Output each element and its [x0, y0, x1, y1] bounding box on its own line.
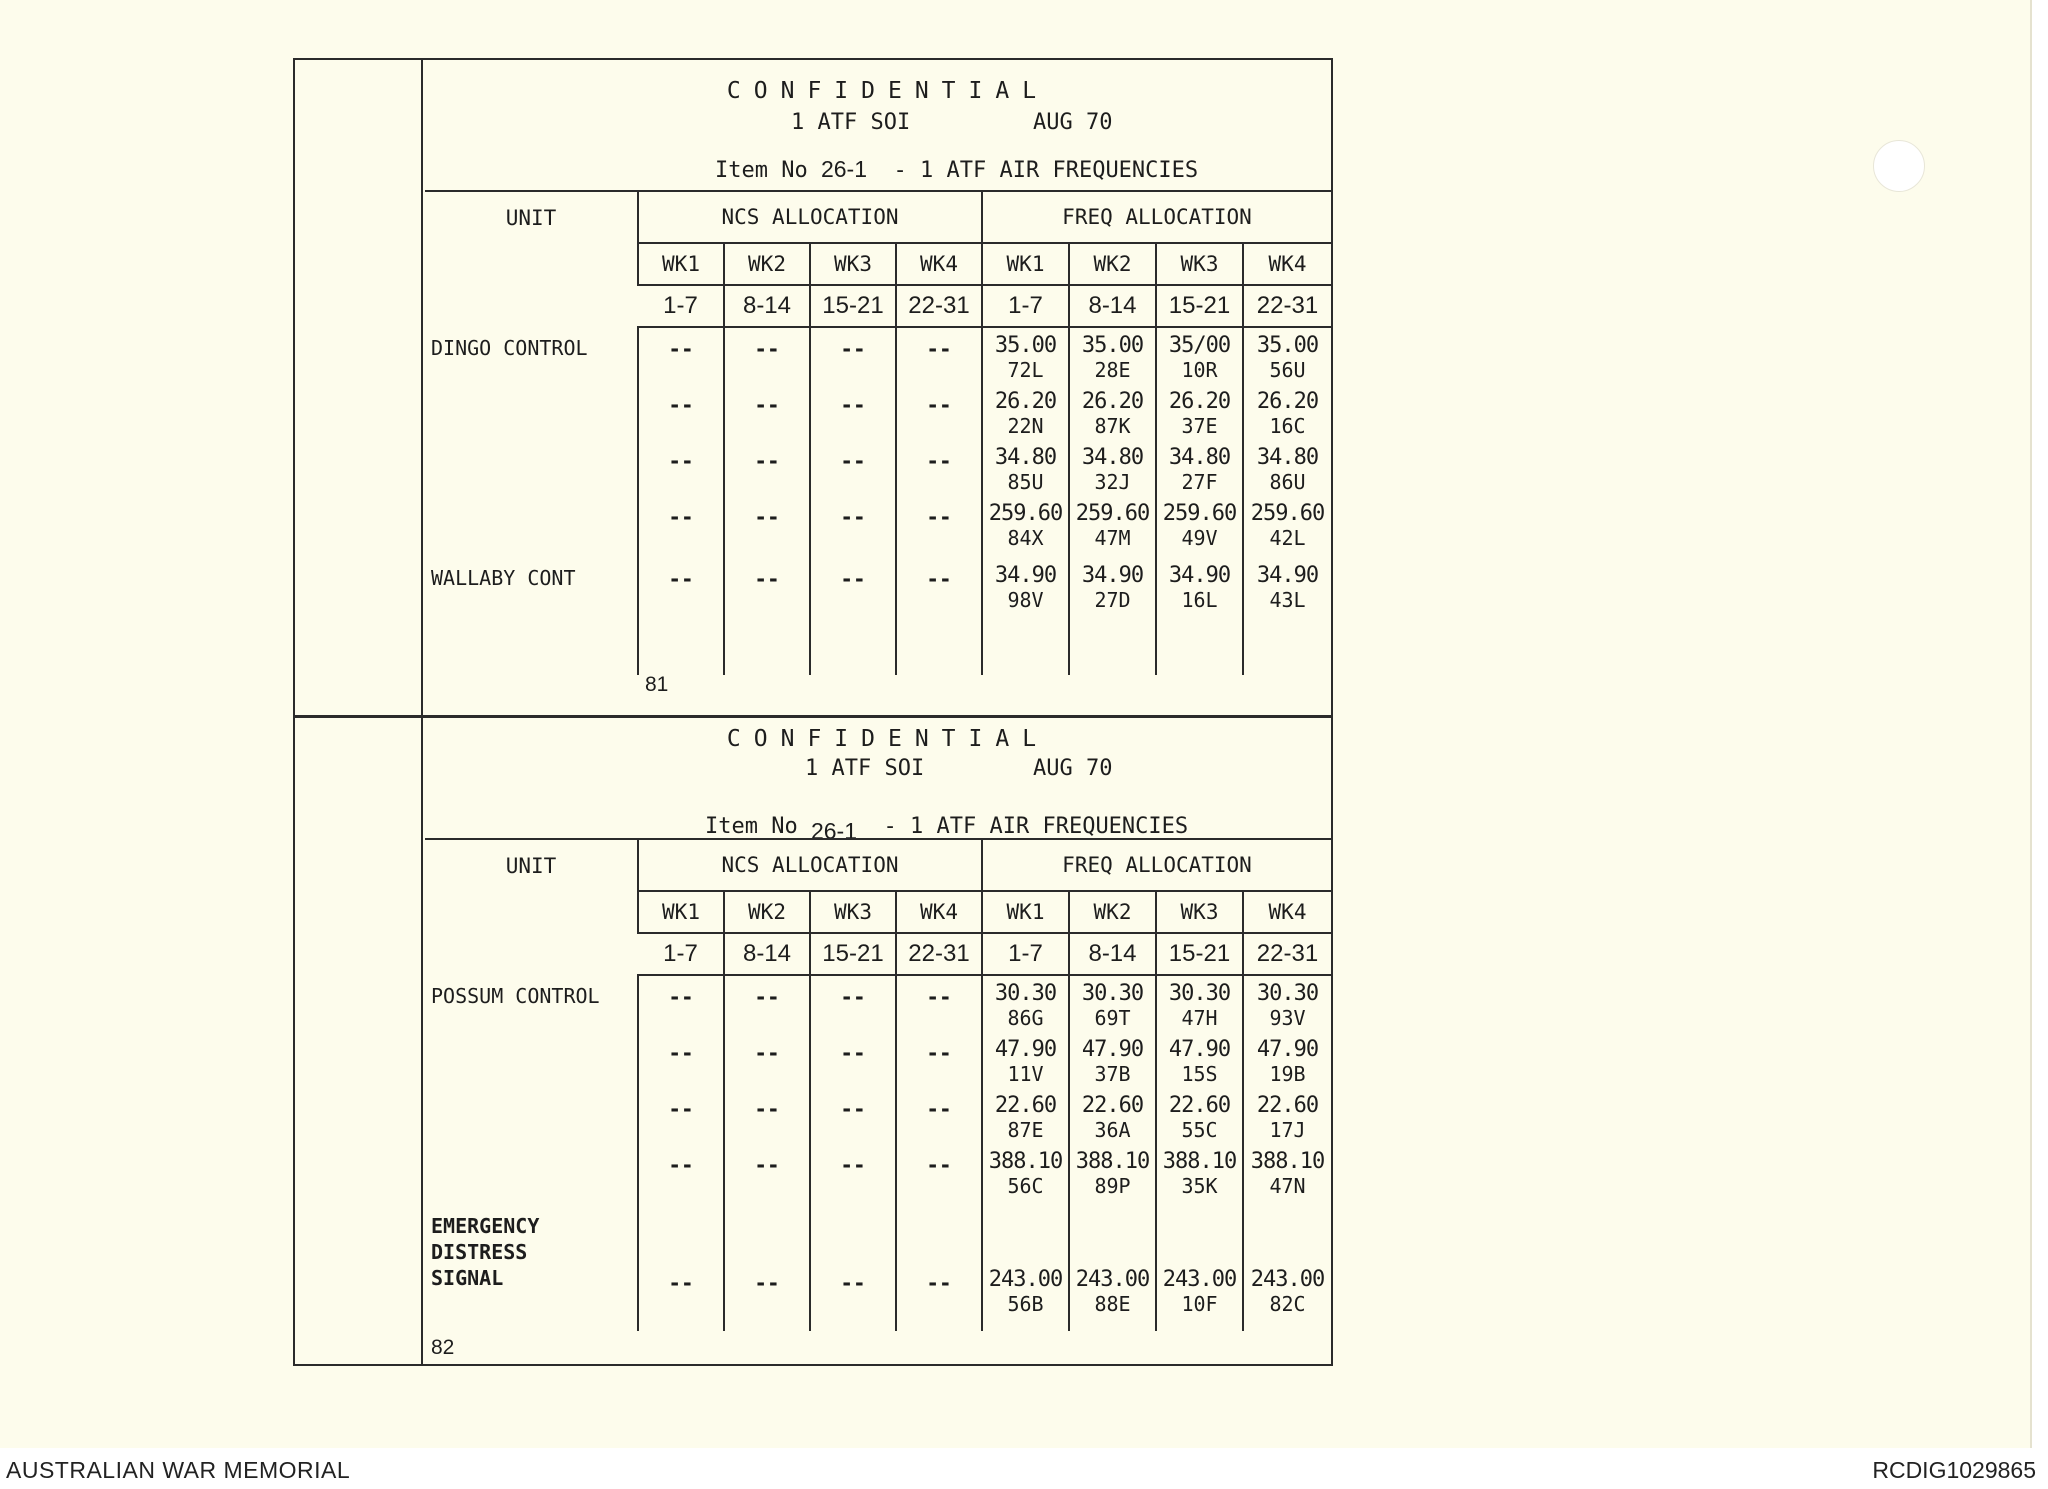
- week-header: WK4: [896, 243, 982, 285]
- frequency-table: [425, 838, 1331, 1331]
- freq-entry: 34.90 16L: [1168, 563, 1231, 612]
- week-header: WK1: [638, 891, 724, 933]
- freq-entry: 35/00 10R: [1168, 333, 1231, 382]
- ncs-value: --: [754, 449, 780, 473]
- ncs-value: --: [926, 393, 952, 417]
- day-range: 22-31: [1243, 933, 1331, 975]
- ncs-value: --: [668, 505, 694, 529]
- freq-entry: 22.60 87E: [994, 1093, 1057, 1142]
- freq-entry: 259.60 42L: [1250, 501, 1325, 550]
- ncs-value: --: [840, 567, 866, 591]
- frequency-sheet-82: [425, 718, 1331, 1364]
- week-header: WK4: [1243, 891, 1331, 933]
- freq-entry: 34.80 86U: [1256, 445, 1319, 494]
- freq-entry: 30.30 93V: [1256, 981, 1319, 1030]
- unit-name: [431, 447, 637, 503]
- ncs-value: --: [668, 985, 694, 1009]
- margin-line: [421, 58, 423, 1366]
- unit-name: [431, 1151, 637, 1213]
- day-range: 1-7: [638, 933, 724, 975]
- week-header: WK3: [810, 243, 896, 285]
- ncs-value: --: [754, 1153, 780, 1177]
- freq-entry: 35.00 28E: [1081, 333, 1144, 382]
- ncs-value: --: [754, 1097, 780, 1121]
- archive-name: AUSTRALIAN WAR MEMORIAL: [6, 1457, 351, 1483]
- day-range: 22-31: [896, 933, 982, 975]
- freq-entry: 26.20 22N: [994, 389, 1057, 438]
- day-range: 15-21: [810, 285, 896, 327]
- freq-entry: 34.90 98V: [994, 563, 1057, 612]
- page-number: 82: [431, 1336, 455, 1359]
- day-range: 22-31: [1243, 285, 1331, 327]
- freq-entry: 34.80 32J: [1081, 445, 1144, 494]
- freq-entry: 30.30 47H: [1168, 981, 1231, 1030]
- ncs-value: --: [754, 393, 780, 417]
- col-unit-header: UNIT: [425, 839, 638, 891]
- ncs-value: --: [840, 1097, 866, 1121]
- freq-entry: 388.10 35K: [1162, 1149, 1237, 1198]
- ncs-value: --: [668, 1041, 694, 1065]
- archive-id: RCDIG1029865: [1872, 1457, 2036, 1483]
- freq-column-wk4: [1243, 975, 1331, 1331]
- freq-entry: 243.00 10F: [1162, 1267, 1237, 1316]
- freq-entry: 22.60 17J: [1256, 1093, 1319, 1142]
- freq-entry: 388.10 47N: [1250, 1149, 1325, 1198]
- week-header: WK4: [1243, 243, 1331, 285]
- freq-entry: 47.90 15S: [1168, 1037, 1231, 1086]
- freq-column-wk1: [982, 327, 1069, 675]
- ncs-value: --: [668, 1153, 694, 1177]
- confidential-heading: CONFIDENTIAL: [726, 726, 1050, 752]
- freq-entry: 26.20 87K: [1081, 389, 1144, 438]
- week-header: WK3: [1156, 891, 1243, 933]
- item-prefix: Item No: [715, 158, 808, 183]
- unit-column: [425, 327, 638, 675]
- week-header: WK4: [896, 891, 982, 933]
- unit-name: [431, 1039, 637, 1095]
- ncs-value: --: [926, 1271, 952, 1295]
- ncs-value: --: [668, 1271, 694, 1295]
- freq-entry: 34.80 27F: [1168, 445, 1231, 494]
- unit-name: [431, 391, 637, 447]
- day-range: 1-7: [638, 285, 724, 327]
- ncs-value: --: [754, 337, 780, 361]
- ncs-value: --: [926, 1041, 952, 1065]
- soi-label: 1 ATF SOI: [805, 756, 925, 781]
- freq-entry: 259.60 47M: [1075, 501, 1150, 550]
- freq-entry: 26.20 37E: [1168, 389, 1231, 438]
- ncs-value: --: [926, 337, 952, 361]
- freq-entry: 47.90 11V: [994, 1037, 1057, 1086]
- freq-entry: 243.00 56B: [988, 1267, 1063, 1316]
- ncs-value: --: [840, 449, 866, 473]
- ncs-value: --: [754, 567, 780, 591]
- day-range: 8-14: [1069, 285, 1156, 327]
- freq-column-wk2: [1069, 975, 1156, 1331]
- ncs-value: --: [926, 567, 952, 591]
- item-title: [715, 156, 1198, 183]
- day-range: 8-14: [724, 285, 810, 327]
- week-header: WK3: [810, 891, 896, 933]
- ncs-value: --: [840, 337, 866, 361]
- ncs-value: --: [668, 1097, 694, 1121]
- freq-entry: 243.00 88E: [1075, 1267, 1150, 1316]
- ncs-value: --: [754, 505, 780, 529]
- ncs-column: [638, 327, 724, 675]
- page-number: 81: [645, 673, 669, 696]
- week-header: WK2: [1069, 891, 1156, 933]
- frequency-sheet-81: [425, 60, 1331, 715]
- ncs-value: --: [754, 1041, 780, 1065]
- day-range: 1-7: [982, 285, 1069, 327]
- freq-entry: 26.20 16C: [1256, 389, 1319, 438]
- ncs-value: --: [754, 1271, 780, 1295]
- freq-entry: 22.60 36A: [1081, 1093, 1144, 1142]
- freq-entry: 34.90 43L: [1256, 563, 1319, 612]
- ncs-column: [896, 975, 982, 1331]
- freq-column-wk1: [982, 975, 1069, 1331]
- col-unit-header: UNIT: [425, 191, 638, 243]
- month-label: AUG 70: [1033, 756, 1113, 781]
- ncs-value: --: [926, 1153, 952, 1177]
- week-header: WK2: [1069, 243, 1156, 285]
- day-range: 15-21: [810, 933, 896, 975]
- ncs-column: [724, 327, 810, 675]
- freq-entry: 47.90 19B: [1256, 1037, 1319, 1086]
- ncs-value: --: [926, 449, 952, 473]
- freq-entry: 47.90 37B: [1081, 1037, 1144, 1086]
- freq-entry: 30.30 86G: [994, 981, 1057, 1030]
- ncs-value: --: [668, 449, 694, 473]
- freq-entry: 35.00 56U: [1256, 333, 1319, 382]
- day-range: 8-14: [724, 933, 810, 975]
- ncs-column: [724, 975, 810, 1331]
- unit-name: EMERGENCY DISTRESS SIGNAL: [431, 1214, 540, 1290]
- unit-name: [431, 503, 637, 565]
- col-freq-header: FREQ ALLOCATION: [982, 839, 1331, 891]
- week-header: WK2: [724, 891, 810, 933]
- item-title-text: - 1 ATF AIR FREQUENCIES: [883, 814, 1189, 839]
- week-header: WK3: [1156, 243, 1243, 285]
- ncs-value: --: [840, 985, 866, 1009]
- ncs-value: --: [926, 985, 952, 1009]
- freq-entry: 35.00 72L: [994, 333, 1057, 382]
- day-range: 22-31: [896, 285, 982, 327]
- freq-entry: 243.00 82C: [1250, 1267, 1325, 1316]
- day-range: 1-7: [982, 933, 1069, 975]
- ncs-column: [810, 975, 896, 1331]
- ncs-column: [896, 327, 982, 675]
- freq-entry: 34.90 27D: [1081, 563, 1144, 612]
- item-number: 26-1: [810, 818, 858, 844]
- freq-entry: 388.10 89P: [1075, 1149, 1150, 1198]
- ncs-column: [810, 327, 896, 675]
- ncs-column: [638, 975, 724, 1331]
- ncs-value: --: [840, 1153, 866, 1177]
- ncs-value: --: [668, 393, 694, 417]
- ncs-value: --: [840, 505, 866, 529]
- freq-entry: 22.60 55C: [1168, 1093, 1231, 1142]
- freq-column-wk4: [1243, 327, 1331, 675]
- ncs-value: --: [926, 1097, 952, 1121]
- unit-name: [431, 1095, 637, 1151]
- freq-column-wk3: [1156, 975, 1243, 1331]
- freq-column-wk2: [1069, 327, 1156, 675]
- month-label: AUG 70: [1033, 110, 1113, 135]
- ncs-value: --: [840, 1271, 866, 1295]
- ncs-value: --: [840, 1041, 866, 1065]
- item-title-text: - 1 ATF AIR FREQUENCIES: [893, 158, 1199, 183]
- col-ncs-header: NCS ALLOCATION: [638, 839, 982, 891]
- day-range: 8-14: [1069, 933, 1156, 975]
- unit-column: [425, 975, 638, 1331]
- day-range: 15-21: [1156, 933, 1243, 975]
- freq-entry: 30.30 69T: [1081, 981, 1144, 1030]
- item-number: 26-1: [820, 156, 868, 182]
- ncs-value: --: [840, 393, 866, 417]
- unit-header-spacer: [425, 891, 638, 975]
- freq-entry: 259.60 84X: [988, 501, 1063, 550]
- unit-header-spacer: [425, 243, 638, 327]
- ncs-value: --: [926, 505, 952, 529]
- week-header: WK1: [982, 891, 1069, 933]
- freq-entry: 388.10 56C: [988, 1149, 1063, 1198]
- item-title: [705, 812, 1189, 844]
- ncs-value: --: [754, 985, 780, 1009]
- day-range: 15-21: [1156, 285, 1243, 327]
- soi-label: 1 ATF SOI: [791, 110, 911, 135]
- item-prefix: Item No: [705, 814, 798, 839]
- col-ncs-header: NCS ALLOCATION: [638, 191, 982, 243]
- confidential-heading: CONFIDENTIAL: [726, 78, 1050, 104]
- unit-name: POSSUM CONTROL: [431, 984, 600, 1008]
- unit-name: WALLABY CONT: [431, 566, 576, 590]
- freq-entry: 34.80 85U: [994, 445, 1057, 494]
- col-freq-header: FREQ ALLOCATION: [982, 191, 1331, 243]
- week-header: WK2: [724, 243, 810, 285]
- unit-name: DINGO CONTROL: [431, 336, 588, 360]
- week-header: WK1: [982, 243, 1069, 285]
- punch-hole: [1873, 140, 1925, 192]
- archive-footer: [0, 1449, 2048, 1489]
- freq-entry: 259.60 49V: [1162, 501, 1237, 550]
- ncs-value: --: [668, 337, 694, 361]
- frequency-table: [425, 190, 1331, 675]
- freq-column-wk3: [1156, 327, 1243, 675]
- week-header: WK1: [638, 243, 724, 285]
- ncs-value: --: [668, 567, 694, 591]
